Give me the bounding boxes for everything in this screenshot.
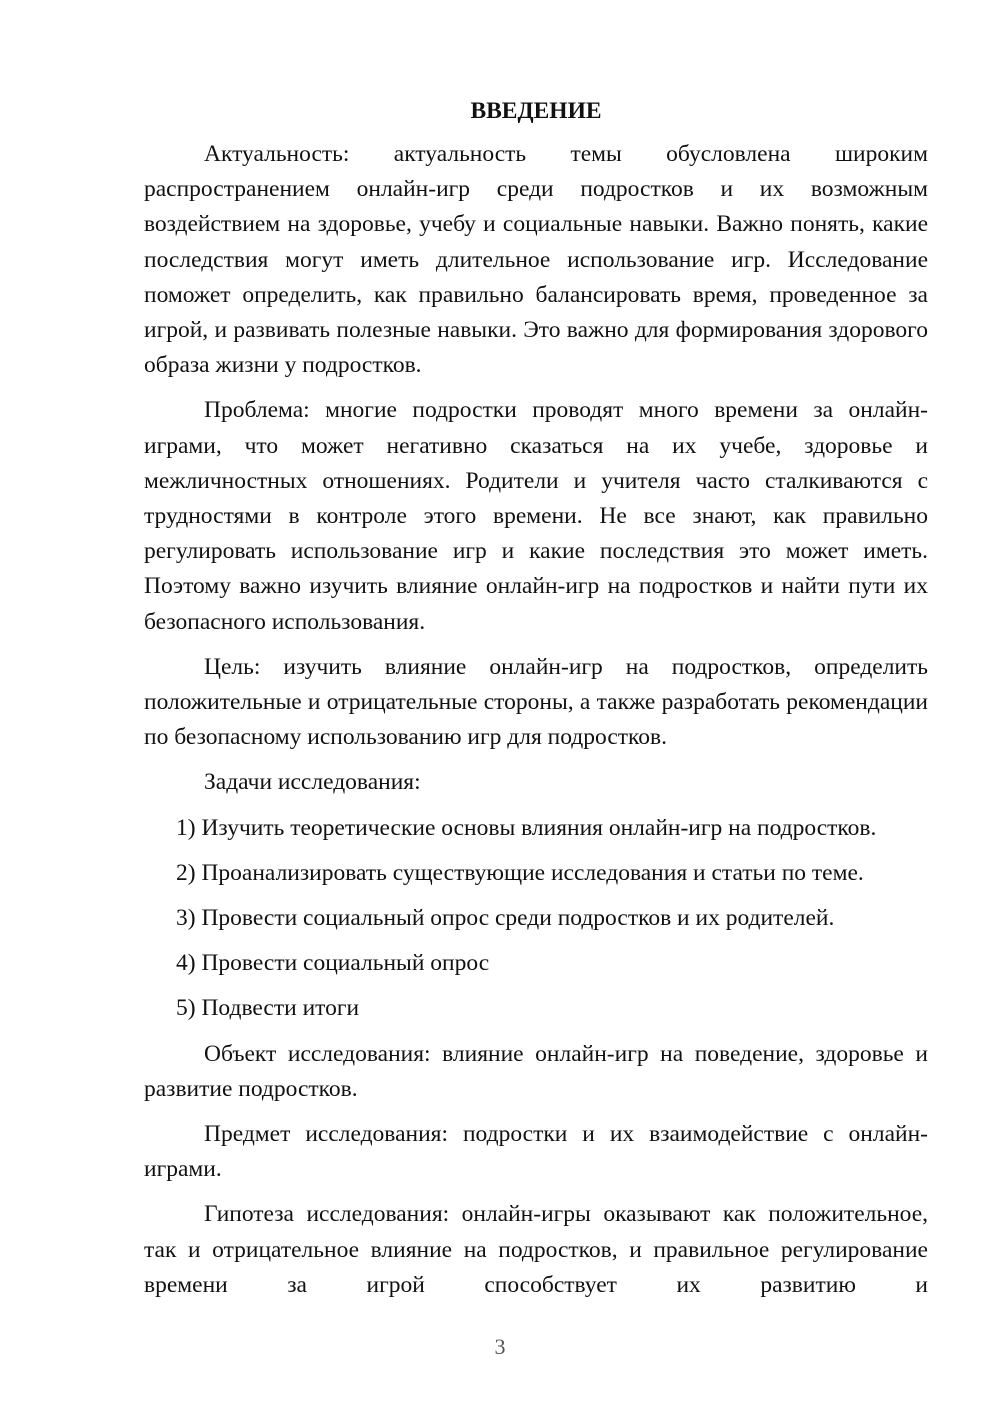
- task-item: 2) Проанализировать существующие исследования и статьи по теме.: [176, 859, 864, 886]
- page-content: [144, 94, 928, 1303]
- task-item: 3) Провести социальный опрос среди подростков и их родителей.: [176, 905, 835, 932]
- hypothesis-paragraph: Гипотеза исследования: онлайн-игры оказывают как положительное, так и отрицательное влияние на подростков, и правильное регулирование времени за игрой способствует их развитию и: [144, 1201, 928, 1298]
- tasks-list: [144, 811, 928, 1027]
- task-item: 1) Изучить теоретические основы влияния онлайн-игр на подростков.: [176, 814, 877, 841]
- tasks-heading: Задачи исследования:: [204, 769, 421, 796]
- section-title: ВВЕДЕНИЕ: [470, 98, 602, 124]
- relevance-paragraph: Актуальность: актуальность темы обусловлена широким распространением онлайн-игр среди подростков и их возможным воздействием на здоровье, учебу и социальные навыки. Важно понять, какие последствия могут иметь длительное использование игр. Исследование поможет определить, как правильно балансировать время, проведенное за игрой, и развивать полезные навыки. Это важно для формирования здорового образа жизни у подростков.: [144, 141, 928, 379]
- page-number: 3: [494, 1334, 506, 1359]
- subject-paragraph: Предмет исследования: подростки и их взаимодействие с онлайн-играми.: [144, 1121, 928, 1183]
- task-item: 5) Подвести итоги: [176, 995, 360, 1022]
- goal-paragraph: Цель: изучить влияние онлайн-игр на подростков, определить положительные и отрицательные стороны, а также разработать рекомендации по безопасному использованию игр для подростков.: [144, 653, 928, 751]
- task-item: 4) Провести социальный опрос: [176, 950, 490, 977]
- problem-paragraph: Проблема: многие подростки проводят много времени за онлайн-играми, что может негативно сказаться на их учебе, здоровье и межличностных отношениях. Родители и учителя часто сталкиваются с трудностями в контроле этого времени. Не все знают, как правильно регулировать использование игр и какие последствия это может иметь. Поэтому важно изучить влияние онлайн-игр на подростков и найти пути их безопасного использования.: [144, 397, 928, 635]
- object-paragraph: Объект исследования: влияние онлайн-игр на поведение, здоровье и развитие подростков.: [144, 1040, 928, 1102]
